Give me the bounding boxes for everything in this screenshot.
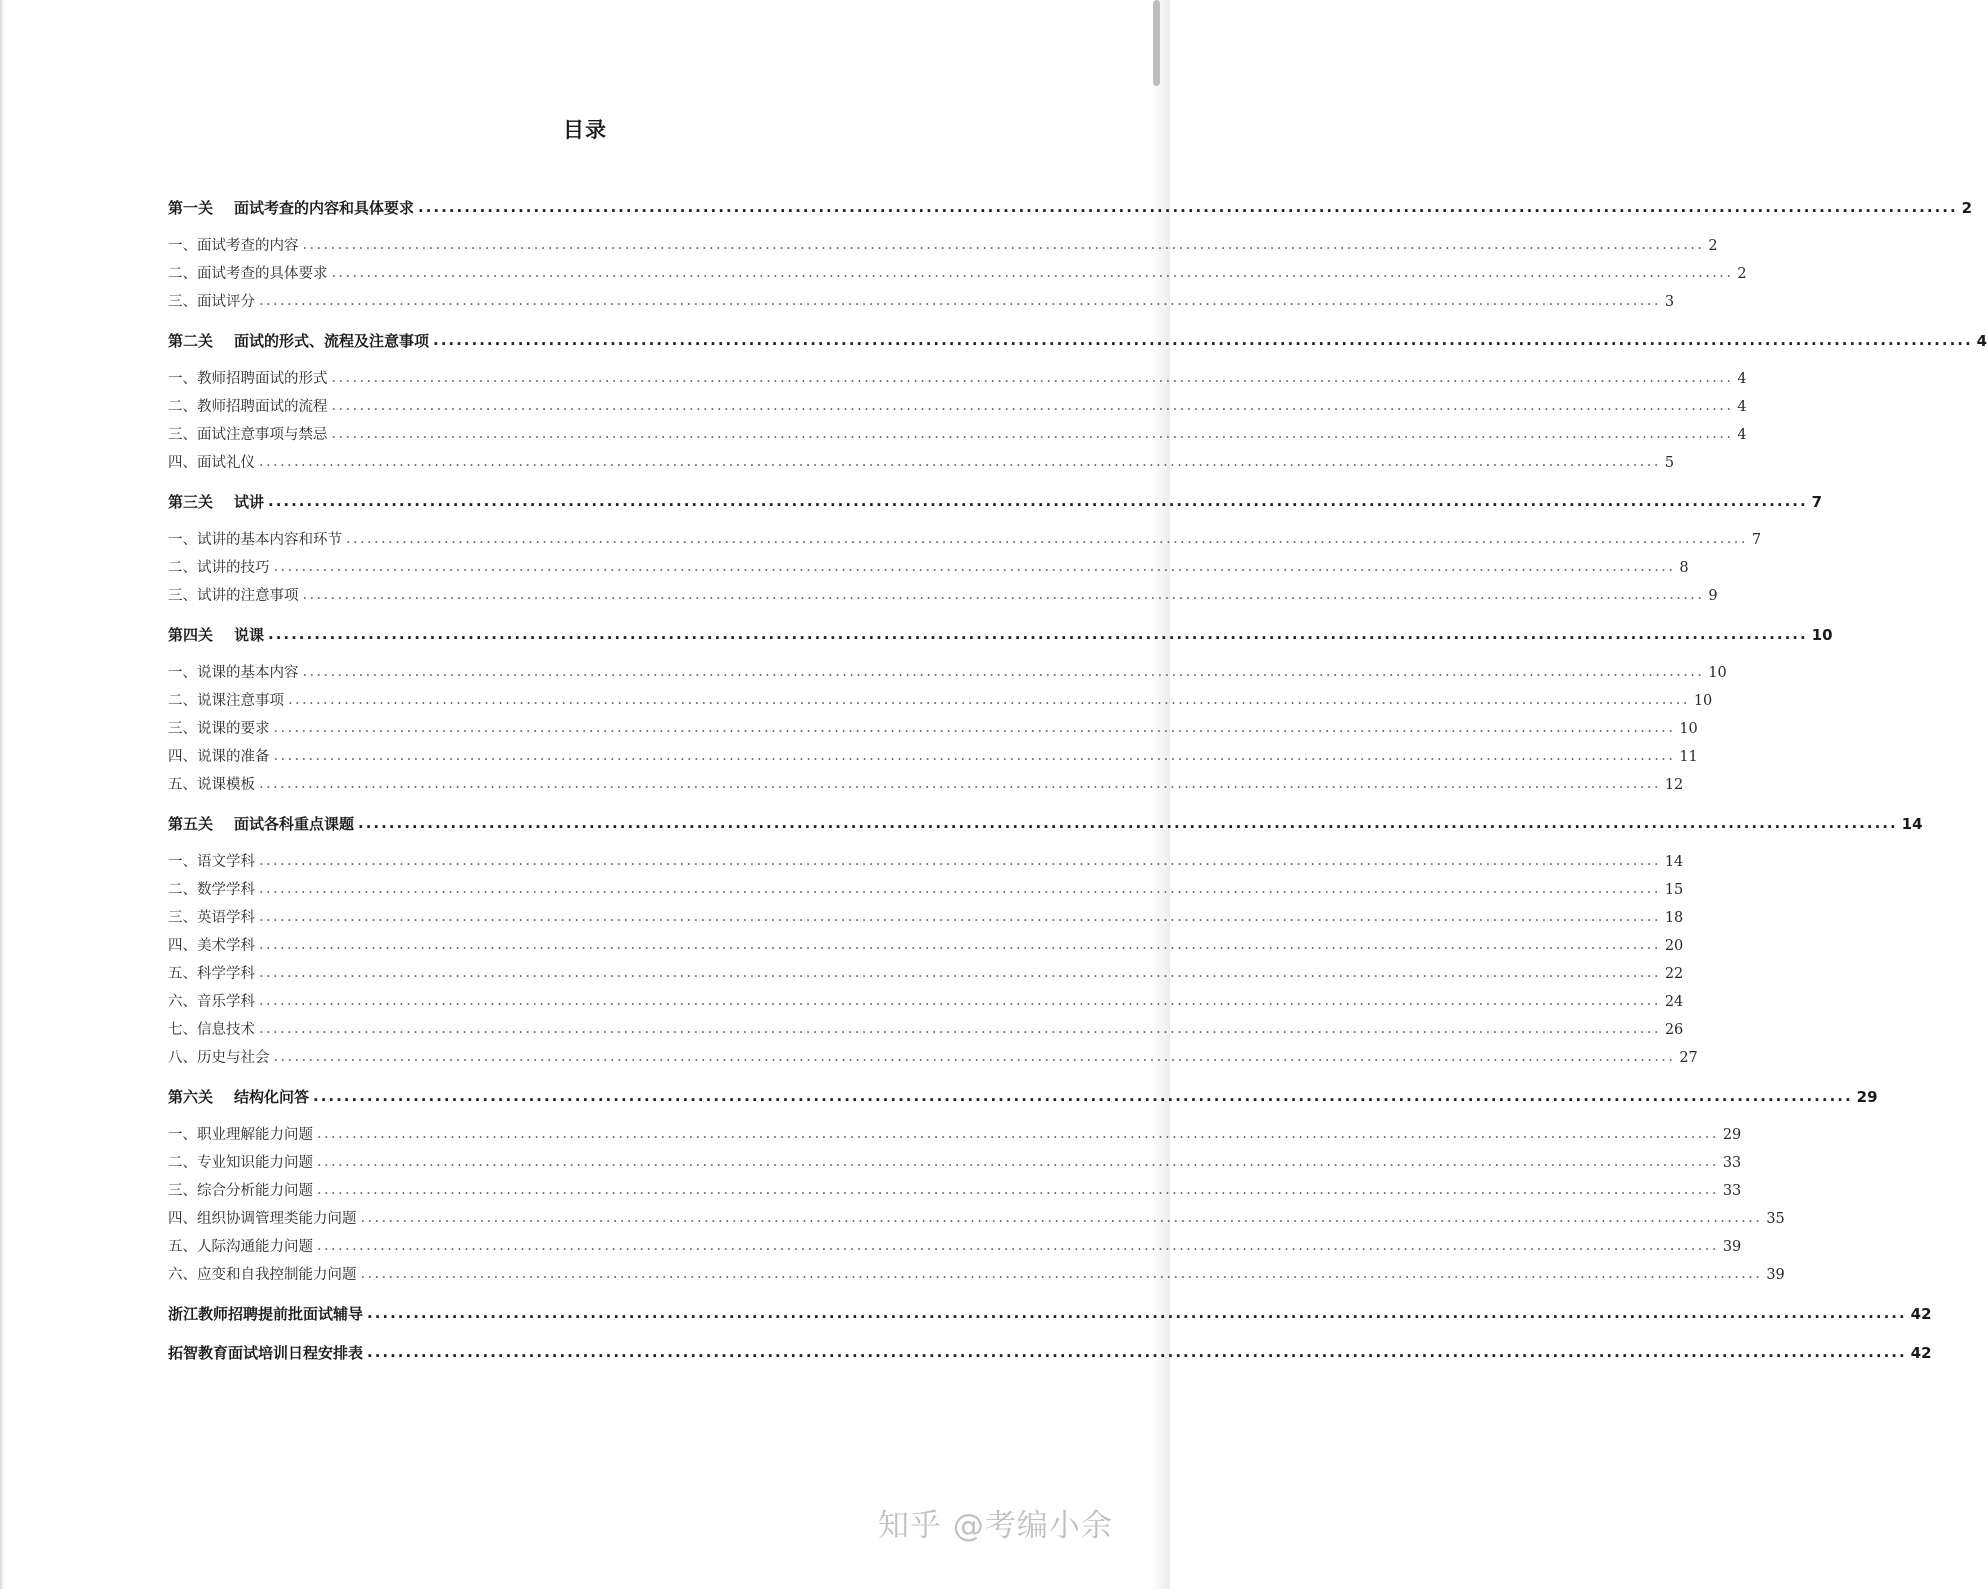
- toc-page-number: 4: [1737, 427, 1747, 443]
- dot-leader: ........................................................................................................................................................................................................: [360, 1266, 1763, 1282]
- watermark-text: 知乎 @考编小余: [878, 1508, 1113, 1544]
- toc-section-entry[interactable]: [168, 932, 1684, 960]
- toc-section-entry[interactable]: [168, 771, 1684, 799]
- toc-section-label: 四、美术学科: [168, 938, 255, 954]
- toc-page-number: 10: [1679, 721, 1698, 737]
- toc-page-number: 4: [1976, 332, 1987, 350]
- dot-leader: ........................................................................................................................................................................................................: [418, 198, 1958, 216]
- toc-section-label: 六、音乐学科: [168, 994, 255, 1010]
- toc-page-number: 15: [1664, 882, 1684, 898]
- toc-section-label: 一、试讲的基本内容和环节: [168, 532, 342, 548]
- toc-chapter-label: [168, 327, 429, 355]
- toc-section-entry[interactable]: [168, 1205, 1785, 1233]
- toc-section-entry[interactable]: [168, 659, 1727, 687]
- toc-page-number: 5: [1664, 455, 1675, 471]
- document-title: 目录: [563, 118, 607, 142]
- toc-section-label: 二、数学学科: [168, 882, 255, 898]
- scrollbar-thumb[interactable]: [1153, 0, 1160, 86]
- dot-leader: ........................................................................................................................................................................................................: [367, 1304, 1907, 1322]
- dot-leader: ........................................................................................................................................................................................................: [259, 965, 1661, 981]
- dot-leader: ........................................................................................................................................................................................................: [313, 1087, 1853, 1105]
- toc-page-number: 2: [1737, 266, 1747, 282]
- toc-section-entry[interactable]: [168, 687, 1713, 715]
- toc-page-number: 42: [1910, 1305, 1932, 1323]
- toc-page-number: 7: [1751, 532, 1762, 548]
- toc-chapter-number: 第三关: [168, 493, 214, 511]
- toc-section-label: 四、说课的准备: [168, 749, 270, 765]
- toc-section-entry[interactable]: [168, 960, 1684, 988]
- toc-section-label: 一、教师招聘面试的形式: [168, 371, 328, 387]
- dot-leader: ........................................................................................................................................................................................................: [259, 909, 1661, 925]
- dot-leader: ........................................................................................................................................................................................................: [259, 776, 1661, 792]
- toc-chapter-entry[interactable]: [168, 194, 1973, 222]
- table-of-contents: [168, 194, 1987, 1378]
- toc-section-entry[interactable]: [168, 260, 1747, 288]
- toc-section-label: 二、说课注意事项: [168, 693, 284, 709]
- toc-page-number: 7: [1811, 493, 1823, 511]
- toc-section-entry[interactable]: [168, 232, 1718, 260]
- toc-chapter-entry[interactable]: [168, 327, 1987, 355]
- toc-section-entry[interactable]: [168, 904, 1684, 932]
- toc-chapter-number: 第四关: [168, 626, 214, 644]
- toc-page-number: 12: [1664, 777, 1684, 793]
- dot-leader: ........................................................................................................................................................................................................: [259, 881, 1661, 897]
- toc-page-number: 9: [1708, 588, 1718, 604]
- toc-section-entry[interactable]: [168, 526, 1762, 554]
- toc-page-number: 2: [1708, 238, 1718, 254]
- toc-section-label: 三、试讲的注意事项: [168, 588, 299, 604]
- dot-leader: ........................................................................................................................................................................................................: [346, 531, 1748, 547]
- toc-page-number: 33: [1722, 1155, 1742, 1171]
- toc-section-label: 四、组织协调管理类能力问题: [168, 1211, 357, 1227]
- toc-page-number: 22: [1664, 966, 1684, 982]
- toc-section-entry[interactable]: [168, 1149, 1742, 1177]
- toc-page-number: 8: [1679, 560, 1689, 576]
- dot-leader: ........................................................................................................................................................................................................: [259, 1021, 1661, 1037]
- toc-section-entry[interactable]: [168, 1044, 1698, 1072]
- toc-page-number: 20: [1664, 938, 1684, 954]
- toc-chapter-title: 面试的形式、流程及注意事项: [234, 332, 430, 350]
- toc-chapter-label: [168, 488, 264, 516]
- toc-page-number: 29: [1722, 1127, 1742, 1143]
- toc-section-label: 七、信息技术: [168, 1022, 255, 1038]
- toc-section-entry[interactable]: [168, 988, 1684, 1016]
- toc-section-label: 三、英语学科: [168, 910, 255, 926]
- toc-section-label: 一、职业理解能力问题: [168, 1127, 313, 1143]
- dot-leader: ........................................................................................................................................................................................................: [317, 1182, 1719, 1198]
- toc-appendix-title: 浙江教师招聘提前批面试辅导: [168, 1305, 364, 1323]
- toc-chapter-entry[interactable]: [168, 488, 1823, 516]
- toc-chapter-title: 面试各科重点课题: [234, 815, 355, 833]
- dot-leader: ........................................................................................................................................................................................................: [331, 370, 1734, 386]
- toc-page-number: 39: [1722, 1239, 1742, 1255]
- dot-leader: ........................................................................................................................................................................................................: [358, 814, 1898, 832]
- dot-leader: ........................................................................................................................................................................................................: [259, 293, 1661, 309]
- toc-page-number: 39: [1766, 1267, 1785, 1283]
- toc-section-entry[interactable]: [168, 288, 1675, 316]
- toc-chapter-title: 面试考查的内容和具体要求: [234, 199, 415, 217]
- toc-chapter-entry[interactable]: [168, 1083, 1878, 1111]
- toc-page-number: 42: [1910, 1344, 1932, 1362]
- toc-page-number: 27: [1679, 1050, 1698, 1066]
- dot-leader: ........................................................................................................................................................................................................: [273, 559, 1676, 575]
- toc-chapter-number: 第六关: [168, 1088, 214, 1106]
- dot-leader: ........................................................................................................................................................................................................: [273, 720, 1676, 736]
- toc-appendix-title: 拓智教育面试培训日程安排表: [168, 1344, 364, 1362]
- toc-chapter-number: 第一关: [168, 199, 214, 217]
- dot-leader: ........................................................................................................................................................................................................: [360, 1210, 1763, 1226]
- dot-leader: ........................................................................................................................................................................................................: [288, 692, 1690, 708]
- toc-section-label: 二、专业知识能力问题: [168, 1155, 313, 1171]
- toc-section-label: 三、综合分析能力问题: [168, 1183, 313, 1199]
- toc-section-entry[interactable]: [168, 743, 1698, 771]
- toc-section-label: 五、说课模板: [168, 777, 255, 793]
- toc-section-entry[interactable]: [168, 421, 1747, 449]
- toc-section-entry[interactable]: [168, 848, 1684, 876]
- dot-leader: ........................................................................................................................................................................................................: [433, 331, 1973, 349]
- toc-section-label: 八、历史与社会: [168, 1050, 270, 1066]
- toc-appendix-entry[interactable]: [168, 1339, 1932, 1367]
- toc-section-entry[interactable]: [168, 449, 1675, 477]
- toc-page-number: 10: [1708, 665, 1727, 681]
- toc-section-entry[interactable]: [168, 1177, 1742, 1205]
- toc-chapter-label: [168, 810, 354, 838]
- toc-page-number: 11: [1679, 749, 1698, 765]
- toc-section-label: 三、面试注意事项与禁忌: [168, 427, 328, 443]
- toc-section-entry[interactable]: [168, 1261, 1785, 1289]
- toc-section-entry[interactable]: [168, 582, 1718, 610]
- dot-leader: ........................................................................................................................................................................................................: [259, 937, 1661, 953]
- page-left-edge: [0, 0, 4, 1589]
- toc-section-label: 四、面试礼仪: [168, 455, 255, 471]
- toc-page-number: 24: [1664, 994, 1684, 1010]
- dot-leader: ........................................................................................................................................................................................................: [317, 1154, 1719, 1170]
- toc-section-entry[interactable]: [168, 715, 1698, 743]
- toc-chapter-title: 结构化问答: [234, 1088, 310, 1106]
- toc-section-entry[interactable]: [168, 365, 1747, 393]
- toc-section-label: 一、说课的基本内容: [168, 665, 299, 681]
- toc-chapter-label: [168, 1083, 309, 1111]
- toc-page-number: 14: [1664, 854, 1684, 870]
- toc-section-entry[interactable]: [168, 393, 1747, 421]
- dot-leader: ........................................................................................................................................................................................................: [331, 426, 1734, 442]
- toc-chapter-number: 第五关: [168, 815, 214, 833]
- toc-chapter-title: 试讲: [234, 493, 265, 511]
- toc-page-number: 4: [1737, 399, 1747, 415]
- toc-section-label: 一、面试考查的内容: [168, 238, 299, 254]
- dot-leader: ........................................................................................................................................................................................................: [259, 853, 1661, 869]
- dot-leader: ........................................................................................................................................................................................................: [268, 625, 1808, 643]
- toc-section-entry[interactable]: [168, 876, 1684, 904]
- toc-section-label: 五、科学学科: [168, 966, 255, 982]
- toc-section-entry[interactable]: [168, 1121, 1742, 1149]
- toc-section-entry[interactable]: [168, 1016, 1684, 1044]
- toc-chapter-number: 第二关: [168, 332, 214, 350]
- dot-leader: ........................................................................................................................................................................................................: [331, 398, 1734, 414]
- toc-chapter-label: [168, 194, 414, 222]
- toc-page-number: 4: [1737, 371, 1747, 387]
- dot-leader: ........................................................................................................................................................................................................: [317, 1238, 1719, 1254]
- toc-page-number: 2: [1961, 199, 1973, 217]
- dot-leader: ........................................................................................................................................................................................................: [317, 1126, 1719, 1142]
- toc-page-number: 26: [1664, 1022, 1684, 1038]
- toc-section-label: 二、面试考查的具体要求: [168, 266, 328, 282]
- toc-page-number: 18: [1664, 910, 1684, 926]
- dot-leader: ........................................................................................................................................................................................................: [273, 1049, 1676, 1065]
- toc-section-label: 二、教师招聘面试的流程: [168, 399, 328, 415]
- dot-leader: ........................................................................................................................................................................................................: [367, 1343, 1907, 1361]
- toc-chapter-title: 说课: [234, 626, 265, 644]
- toc-page-number: 35: [1766, 1211, 1785, 1227]
- toc-section-label: 五、人际沟通能力问题: [168, 1239, 313, 1255]
- dot-leader: ........................................................................................................................................................................................................: [302, 664, 1705, 680]
- toc-section-label: 三、说课的要求: [168, 721, 270, 737]
- dot-leader: ........................................................................................................................................................................................................: [259, 993, 1661, 1009]
- toc-section-label: 二、试讲的技巧: [168, 560, 270, 576]
- dot-leader: ........................................................................................................................................................................................................: [259, 454, 1661, 470]
- toc-chapter-label: [168, 621, 264, 649]
- toc-section-label: 三、面试评分: [168, 294, 255, 310]
- toc-page-number: 10: [1693, 693, 1713, 709]
- toc-page-number: 33: [1722, 1183, 1742, 1199]
- toc-page-number: 3: [1664, 294, 1675, 310]
- dot-leader: ........................................................................................................................................................................................................: [302, 237, 1705, 253]
- toc-page-number: 29: [1856, 1088, 1878, 1106]
- toc-chapter-entry[interactable]: [168, 621, 1833, 649]
- toc-section-label: 六、应变和自我控制能力问题: [168, 1267, 357, 1283]
- toc-page-number: 14: [1901, 815, 1923, 833]
- toc-chapter-entry[interactable]: [168, 810, 1923, 838]
- dot-leader: ........................................................................................................................................................................................................: [273, 748, 1676, 764]
- toc-page-number: 10: [1811, 626, 1833, 644]
- toc-section-label: 一、语文学科: [168, 854, 255, 870]
- toc-appendix-entry[interactable]: [168, 1300, 1932, 1328]
- dot-leader: ........................................................................................................................................................................................................: [268, 492, 1808, 510]
- dot-leader: ........................................................................................................................................................................................................: [302, 587, 1705, 603]
- toc-section-entry[interactable]: [168, 1233, 1742, 1261]
- dot-leader: ........................................................................................................................................................................................................: [331, 265, 1734, 281]
- toc-section-entry[interactable]: [168, 554, 1689, 582]
